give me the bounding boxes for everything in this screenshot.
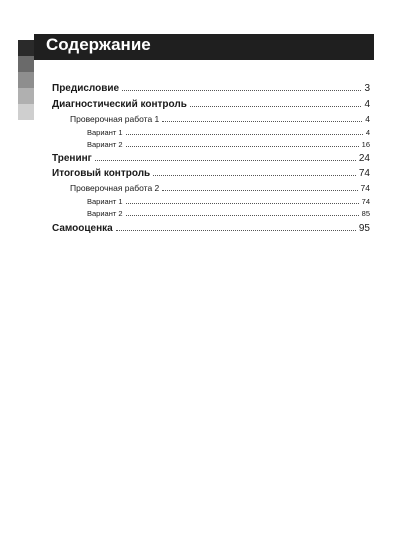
toc-entry[interactable] [87,197,370,207]
toc-entry-label: Вариант 2 [87,209,123,218]
toc-entry-label: Вариант 1 [87,197,123,206]
strip-block [18,40,34,56]
toc-leader-dots [162,190,357,191]
toc-entry-page: 74 [360,183,370,193]
toc-entry[interactable] [87,128,370,138]
toc-entry[interactable] [52,223,370,234]
toc-leader-dots [190,106,362,107]
toc-leader-dots [126,134,363,135]
toc-entry-page: 16 [361,140,370,149]
toc-entry-page: 4 [365,128,370,137]
toc-entry[interactable] [70,183,370,194]
toc-entry-label: Предисловие [52,83,120,94]
toc-entry-page: 24 [358,153,370,164]
toc-entry-page: 74 [358,168,370,179]
strip-block [18,72,34,88]
toc-entry[interactable] [87,140,370,150]
page-title: Содержание [46,35,151,54]
strip-block [18,88,34,104]
toc-entry-page: 74 [361,197,370,206]
toc-entry-page: 4 [364,99,370,110]
toc-entry[interactable] [52,83,370,94]
toc-leader-dots [126,215,359,216]
toc-entry-label: Самооценка [52,223,113,234]
toc-entry[interactable] [52,168,370,179]
toc-entry[interactable] [87,209,370,219]
toc-entry-page: 3 [364,83,370,94]
toc-entry-label: Проверочная работа 1 [70,114,160,124]
toc-entry-label: Проверочная работа 2 [70,183,160,193]
toc-entry-page: 95 [358,223,370,234]
toc-leader-dots [95,160,356,161]
toc-leader-dots [126,146,359,147]
toc-entry[interactable] [52,99,370,110]
toc-entry-page: 85 [361,209,370,218]
toc-entry[interactable] [52,153,370,164]
toc-entry[interactable] [70,114,370,125]
strip-block [18,104,34,120]
toc-leader-dots [116,230,356,231]
header-rule [34,58,374,60]
toc-leader-dots [122,90,361,91]
toc-entry-label: Вариант 2 [87,140,123,149]
toc-entry-page: 4 [365,114,370,124]
toc-entry-label: Тренинг [52,153,92,164]
toc-entry-label: Вариант 1 [87,128,123,137]
toc-leader-dots [162,121,362,122]
toc-entry-label: Диагностический контроль [52,99,187,110]
decorative-strip [18,40,34,120]
toc-leader-dots [153,175,356,176]
strip-block [18,56,34,72]
toc-entry-label: Итоговый контроль [52,168,151,179]
toc-leader-dots [126,203,359,204]
